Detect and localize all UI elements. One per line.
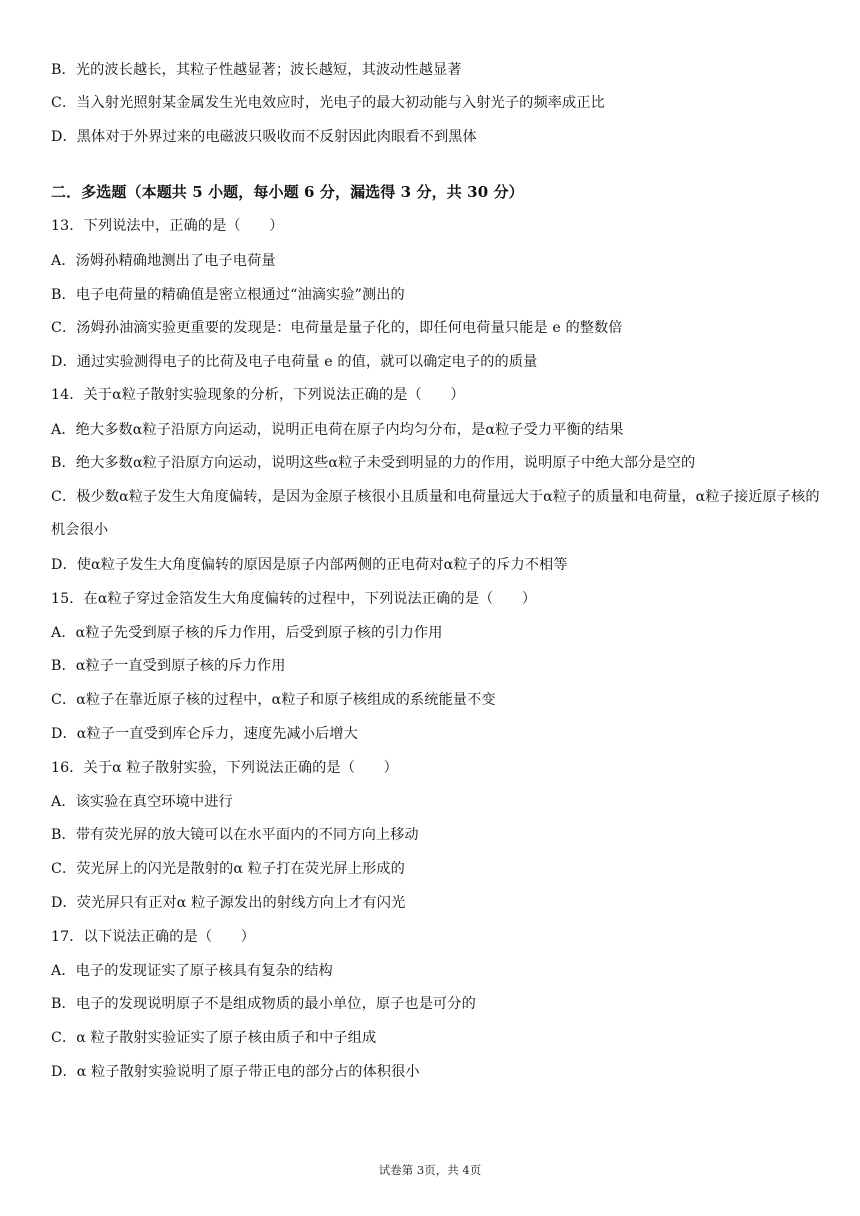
option-12c: C．当入射光照射某金属发生光电效应时，光电子的最大初动能与入射光子的频率成正比 bbox=[51, 95, 605, 111]
option-15d: D．α粒子一直受到库仑斥力，速度先减小后增大 bbox=[51, 726, 358, 742]
question-15-stem: 15．在α粒子穿过金箔发生大角度偏转的过程中，下列说法正确的是（ ） bbox=[51, 591, 537, 607]
page-footer: 试卷第 3页，共 4页 bbox=[378, 1163, 482, 1177]
question-16-stem: 16．关于α 粒子散射实验，下列说法正确的是（ ） bbox=[51, 760, 398, 776]
option-16d: D．荧光屏只有正对α 粒子源发出的射线方向上才有闪光 bbox=[51, 895, 406, 911]
question-17-stem: 17．以下说法正确的是（ ） bbox=[51, 929, 255, 945]
option-14b: B．绝大多数α粒子沿原方向运动，说明这些α粒子未受到明显的力的作用，说明原子中绝大部分是空的 bbox=[51, 455, 696, 471]
option-17c: C．α 粒子散射实验证实了原子核由质子和中子组成 bbox=[51, 1030, 377, 1046]
option-15a: A．α粒子先受到原子核的斥力作用，后受到原子核的引力作用 bbox=[51, 625, 443, 641]
option-17d: D．α 粒子散射实验说明了原子带正电的部分占的体积很小 bbox=[51, 1064, 420, 1080]
option-16b: B．带有荧光屏的放大镜可以在水平面内的不同方向上移动 bbox=[51, 827, 419, 843]
option-13d: D．通过实验测得电子的比荷及电子电荷量 e 的值，就可以确定电子的的质量 bbox=[51, 354, 538, 370]
section-heading: 二．多选题（本题共 5 小题，每小题 6 分，漏选得 3 分，共 30 分） bbox=[51, 183, 524, 201]
option-15c: C．α粒子在靠近原子核的过程中，α粒子和原子核组成的系统能量不变 bbox=[51, 692, 496, 708]
option-15b: B．α粒子一直受到原子核的斥力作用 bbox=[51, 658, 286, 674]
option-14c: C．极少数α粒子发生大角度偏转，是因为金原子核很小且质量和电荷量远大于α粒子的质量和电荷量，α粒子接近原子核的机会很小 bbox=[51, 489, 820, 538]
question-13-stem: 13．下列说法中，正确的是（ ） bbox=[51, 218, 284, 234]
option-14a: A．绝大多数α粒子沿原方向运动，说明正电荷在原子内均匀分布，是α粒子受力平衡的结果 bbox=[51, 422, 624, 438]
option-13c: C．汤姆孙油滴实验更重要的发现是：电荷量是量子化的，即任何电荷量只能是 e 的整数倍 bbox=[51, 320, 623, 336]
option-12d: D．黑体对于外界过来的电磁波只吸收而不反射因此肉眼看不到黑体 bbox=[51, 129, 477, 145]
option-14d: D．使α粒子发生大角度偏转的原因是原子内部两侧的正电荷对α粒子的斥力不相等 bbox=[51, 557, 568, 573]
option-13b: B．电子电荷量的精确值是密立根通过“油滴实验”测出的 bbox=[51, 287, 405, 303]
option-13a: A．汤姆孙精确地测出了电子电荷量 bbox=[51, 253, 276, 269]
question-14-stem: 14．关于α粒子散射实验现象的分析，下列说法正确的是（ ） bbox=[51, 387, 465, 403]
option-12b: B．光的波长越长，其粒子性越显著；波长越短，其波动性越显著 bbox=[51, 62, 462, 78]
option-16a: A．该实验在真空环境中进行 bbox=[51, 794, 233, 810]
option-16c: C．荧光屏上的闪光是散射的α 粒子打在荧光屏上形成的 bbox=[51, 861, 405, 877]
option-17a: A．电子的发现证实了原子核具有复杂的结构 bbox=[51, 963, 333, 979]
option-17b: B．电子的发现说明原子不是组成物质的最小单位，原子也是可分的 bbox=[51, 996, 476, 1012]
